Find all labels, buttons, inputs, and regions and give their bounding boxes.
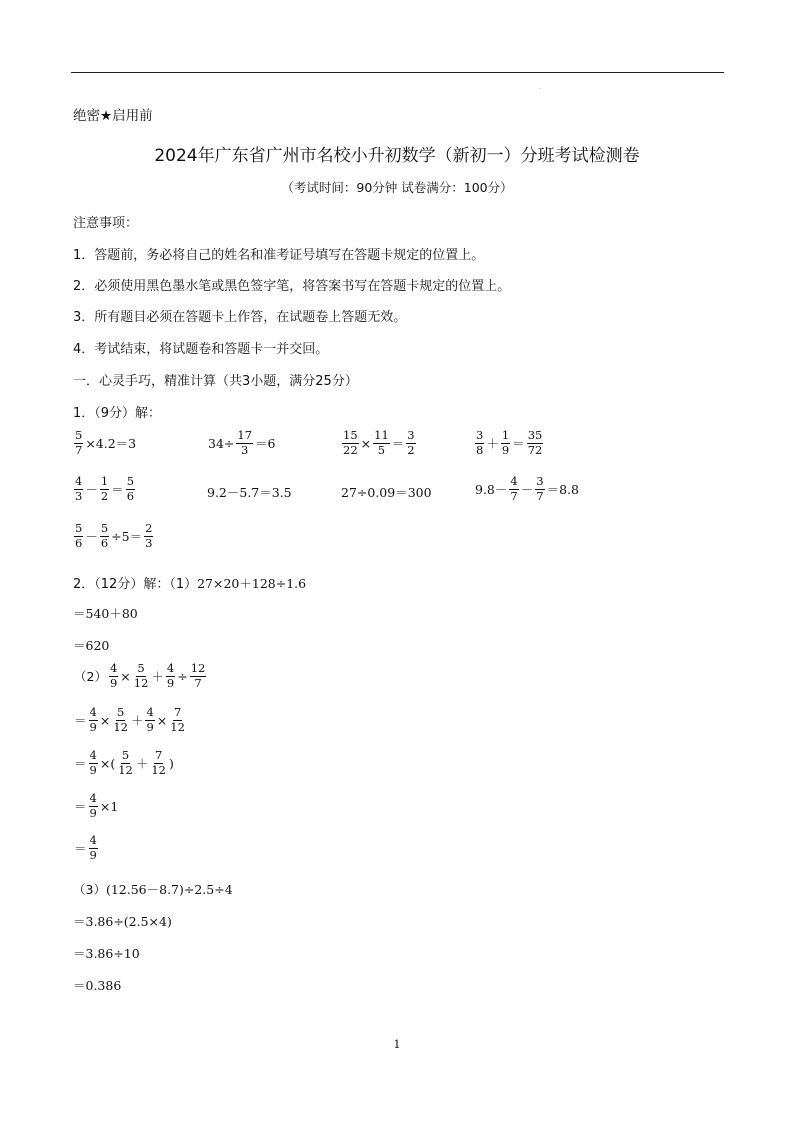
fraction — [475, 430, 484, 456]
q2-part3-step3 — [73, 976, 121, 994]
denominator: 7 — [75, 442, 83, 457]
fraction — [100, 523, 109, 549]
operator: ＝ — [512, 436, 525, 451]
fraction — [117, 750, 134, 776]
fraction — [74, 523, 83, 549]
expression-text: ＝620 — [73, 638, 110, 653]
numerator: 1 — [501, 428, 510, 442]
numerator: 4 — [89, 748, 97, 762]
fraction — [406, 430, 415, 456]
operator: ＝ — [391, 436, 405, 451]
numerator: 7 — [173, 705, 182, 719]
fraction — [527, 430, 544, 456]
fraction — [190, 663, 207, 689]
expression-text: 34÷ — [208, 435, 235, 451]
fraction — [89, 750, 98, 776]
numerator: 5 — [137, 661, 145, 675]
operator: ＋ — [130, 713, 144, 728]
denominator: 12 — [118, 762, 133, 777]
q2-part3-step1 — [73, 912, 172, 930]
denominator: 5 — [377, 442, 386, 457]
operator: ＝ — [74, 756, 87, 771]
denominator: 72 — [527, 442, 543, 457]
numerator: 4 — [75, 474, 83, 488]
denominator: 9 — [501, 442, 510, 457]
scan-speck: · — [539, 86, 541, 93]
expression-text: 27×20＋128÷1.6 — [197, 576, 307, 591]
q1-equation-3 — [341, 430, 417, 456]
operator: ÷5＝ — [111, 529, 143, 544]
confidential-label: 绝密★启用前 — [73, 108, 153, 124]
fraction — [373, 430, 390, 456]
q2-part2-expression — [73, 663, 207, 689]
fraction — [535, 476, 544, 502]
denominator: 9 — [109, 675, 118, 690]
denominator: 8 — [476, 442, 484, 457]
expression-text: 9.8－ — [475, 482, 508, 497]
page-title: 2024年广东省广州市名校小升初数学（新初一）分班考试检测卷 — [154, 146, 640, 166]
operator: ＝ — [111, 482, 124, 497]
fraction — [166, 663, 175, 689]
q2-part2-step2 — [73, 750, 175, 776]
numerator: 5 — [100, 521, 109, 535]
question-2-prefix: 2．（12分）解：（1） — [73, 577, 198, 592]
fraction — [100, 476, 109, 502]
q2-part2-step1 — [73, 707, 187, 733]
denominator: 12 — [113, 719, 128, 734]
q1-equation-7 — [341, 483, 432, 501]
operator: ＋ — [486, 436, 499, 451]
operator: ÷ — [177, 668, 188, 684]
q1-equation-2 — [207, 430, 276, 456]
numerator: 11 — [374, 428, 389, 442]
fraction — [133, 663, 150, 689]
numerator: 5 — [121, 748, 130, 762]
part-label: （2） — [74, 669, 107, 684]
numerator: 5 — [126, 474, 135, 488]
operator: － — [85, 482, 98, 497]
denominator: 9 — [166, 675, 175, 690]
denominator: 9 — [89, 847, 97, 862]
note-item: 2．必须使用黑色墨水笔或黑色签字笔，将答案书写在答题卡规定的位置上。 — [73, 279, 511, 294]
fraction — [112, 707, 129, 733]
denominator: 2 — [407, 442, 415, 457]
operator: ＋ — [135, 756, 149, 771]
operator: ＝ — [74, 841, 87, 856]
numerator: 1 — [100, 474, 109, 488]
denominator: 6 — [75, 535, 83, 550]
denominator: 6 — [100, 535, 109, 550]
q2-part2-step4 — [73, 835, 99, 861]
operator: ＝ — [74, 713, 87, 728]
denominator: 7 — [194, 675, 202, 690]
denominator: 7 — [510, 488, 518, 503]
operator: × — [99, 712, 111, 728]
q1-equation-4 — [474, 430, 544, 456]
expression-text: ×1 — [99, 798, 119, 814]
fraction — [145, 707, 154, 733]
numerator: 4 — [166, 661, 175, 675]
fraction — [236, 430, 253, 456]
numerator: 7 — [155, 748, 163, 762]
note-item: 3．所有题目必须在答题卡上作答，在试题卷上答题无效。 — [73, 310, 407, 325]
expression-text: ＝540＋80 — [73, 606, 138, 621]
expression-text: ＝6 — [255, 436, 276, 451]
expression-text: (12.56－8.7)÷2.5÷4 — [105, 882, 233, 897]
numerator: 4 — [109, 661, 118, 675]
operator: × — [156, 712, 168, 728]
fraction — [509, 476, 518, 502]
numerator: 4 — [89, 833, 97, 847]
denominator: 9 — [89, 719, 97, 734]
numerator: 2 — [145, 521, 153, 535]
q2-part2-step3 — [73, 793, 119, 819]
expression-text: 9.2－5.7＝3.5 — [207, 485, 292, 500]
expression-text: ×4.2＝3 — [85, 436, 137, 451]
section-heading: 一．心灵手巧，精准计算（共3小题，满分25分） — [73, 374, 358, 389]
fraction — [150, 750, 167, 776]
expression-text: ＝3.86÷10 — [73, 946, 140, 961]
denominator: 7 — [536, 488, 544, 503]
operator: ＝ — [74, 799, 87, 814]
numerator: 3 — [476, 428, 484, 442]
q2-part3-step2 — [73, 944, 140, 962]
numerator: 5 — [75, 428, 83, 442]
denominator: 3 — [145, 535, 153, 550]
denominator: 9 — [146, 719, 154, 734]
question-2-label — [73, 573, 306, 592]
page-number: 1 — [393, 1038, 401, 1051]
denominator: 9 — [89, 805, 97, 820]
note-item: 1．答题前，务必将自己的姓名和准考证号填写在答题卡规定的位置上。 — [73, 248, 485, 263]
fraction — [126, 476, 135, 502]
q1-equation-9 — [73, 523, 154, 549]
operator: ＋ — [151, 669, 164, 684]
note-item: 4．考试结束，将试题卷和答题卡一并交回。 — [73, 342, 329, 357]
numerator: 4 — [510, 474, 518, 488]
numerator: 5 — [116, 705, 125, 719]
denominator: 3 — [241, 442, 249, 457]
question-1-label: 1．（9分）解： — [73, 406, 162, 421]
numerator: 4 — [89, 705, 97, 719]
expression-text: ＝8.8 — [546, 482, 579, 497]
header-rule — [71, 72, 724, 73]
numerator: 5 — [75, 521, 83, 535]
denominator: 2 — [100, 488, 109, 503]
fraction — [89, 835, 98, 861]
fraction — [109, 663, 118, 689]
fraction — [501, 430, 510, 456]
operator: × — [360, 435, 372, 451]
fraction — [74, 430, 83, 456]
fraction — [342, 430, 359, 456]
numerator: 15 — [343, 428, 358, 442]
operator: ) — [169, 755, 174, 771]
fraction — [74, 476, 83, 502]
q1-equation-6 — [207, 483, 292, 501]
part-label: （3） — [73, 882, 106, 897]
q1-equation-5 — [73, 476, 136, 502]
fraction — [144, 523, 153, 549]
numerator: 3 — [536, 474, 544, 488]
expression-text: ＝0.386 — [73, 978, 122, 993]
denominator: 12 — [133, 675, 149, 690]
operator: － — [520, 482, 534, 497]
notes-heading: 注意事项： — [73, 216, 139, 231]
denominator: 3 — [75, 488, 83, 503]
numerator: 35 — [527, 428, 543, 442]
denominator: 12 — [170, 719, 185, 734]
fraction — [89, 707, 98, 733]
expression-text: 27÷0.09＝300 — [341, 485, 432, 500]
denominator: 9 — [89, 762, 97, 777]
numerator: 4 — [89, 791, 97, 805]
numerator: 3 — [407, 428, 415, 442]
fraction — [169, 707, 186, 733]
numerator: 17 — [237, 428, 253, 442]
operator: ×( — [99, 755, 116, 771]
denominator: 12 — [151, 762, 166, 777]
fraction — [89, 793, 98, 819]
denominator: 22 — [343, 442, 358, 457]
denominator: 6 — [126, 488, 135, 503]
numerator: 12 — [190, 661, 206, 675]
operator: × — [120, 668, 131, 684]
q2-part3-expression — [73, 880, 233, 898]
operator: － — [85, 529, 98, 544]
q1-equation-8 — [474, 476, 580, 502]
q2-part1-step2 — [73, 636, 109, 654]
q1-equation-1 — [73, 430, 137, 456]
q2-part1-step1 — [73, 604, 138, 622]
expression-text: ＝3.86÷(2.5×4) — [73, 914, 172, 929]
page-subtitle: （考试时间：90分钟 试卷满分：100分） — [281, 180, 513, 195]
numerator: 4 — [146, 705, 154, 719]
